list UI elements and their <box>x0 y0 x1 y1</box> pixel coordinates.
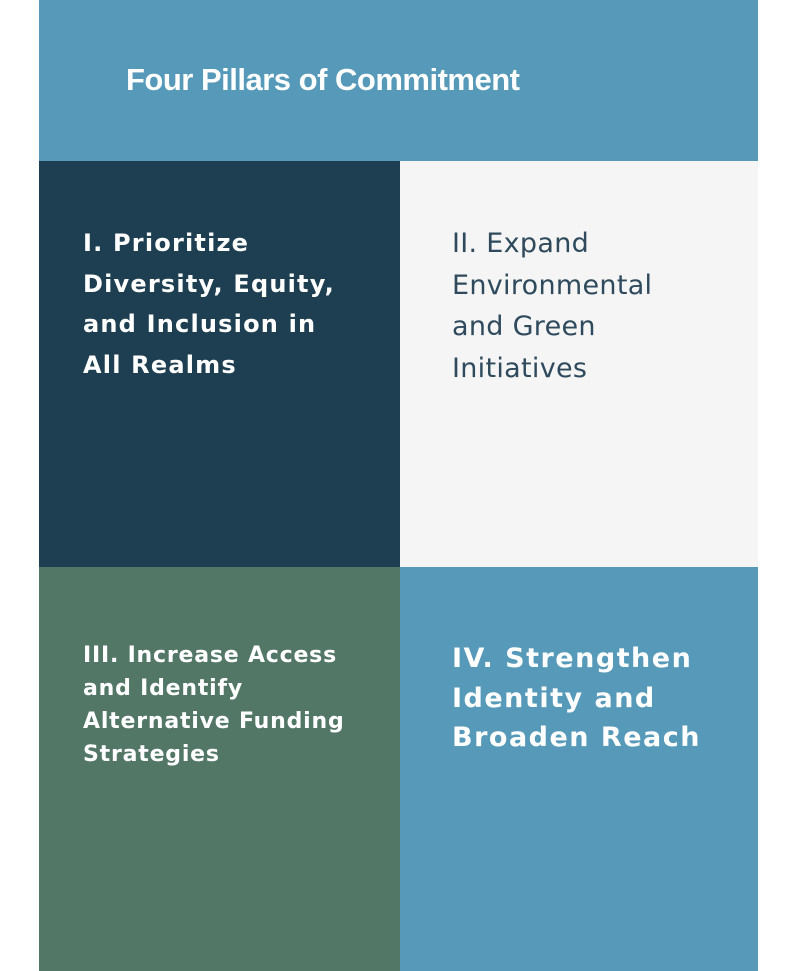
page-title: Four Pillars of Commitment <box>126 62 520 97</box>
pillar-1-text: I. Prioritize Diversity, Equity, and Inclusion in All Realms <box>83 229 336 379</box>
pillar-tile-3 <box>39 567 400 971</box>
pillar-4-text: IV. Strengthen Identity and Broaden Reach <box>452 643 701 753</box>
pillar-tile-4 <box>400 567 758 971</box>
pillar-tile-2 <box>400 161 758 567</box>
header-banner <box>39 0 758 161</box>
pillar-tile-1 <box>39 161 400 567</box>
pillar-3-text: III. Increase Access and Identify Alternative Funding Strategies <box>83 643 345 767</box>
pillar-2-text: II. Expand Environmental and Green Initiatives <box>452 228 653 384</box>
